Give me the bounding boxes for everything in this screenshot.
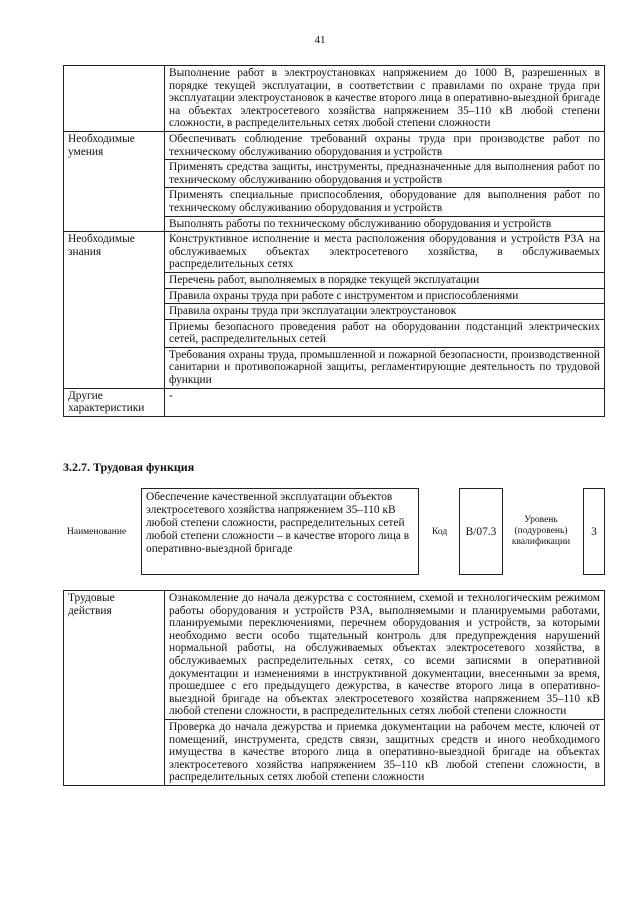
row-content: Применять средства защиты, инструменты, предназначенные для выполнения работ по техническому обслуживанию оборудования и устройств bbox=[165, 160, 605, 188]
section-heading: 3.2.7. Трудовая функция bbox=[63, 460, 195, 474]
row-label-knowledge: Необходимые знания bbox=[64, 232, 165, 389]
qualification-level-value: 3 bbox=[583, 488, 605, 575]
labor-actions-table bbox=[63, 590, 605, 786]
row-content: Выполнять работы по техническому обслуживанию оборудования и устройств bbox=[165, 216, 605, 232]
name-label: Наименование bbox=[67, 527, 127, 537]
page-number: 41 bbox=[314, 34, 326, 46]
code-label: Код bbox=[432, 527, 448, 537]
row-content: Ознакомление до начала дежурства с состоянием, схемой и технологическим режимом работы оборудования и устройств РЗА, выполняемыми и планируемыми работами, планируемыми переключениями, перечнем оборудования и устройств, за которыми необходимо вести особо тщательный контроль для предупреждения нарушений нормальной работы, на обслуживаемых объектах электросетевого хозяйства, в обслуживаемых распределительных сетях, со всеми записями в оперативной документации и изменениями в инструктивной документации, внесенными за время, прошедшее с его предыдущего дежурства, в качестве второго лица в оперативно-выездной бригаде на объектах электросетевого хозяйства напряжением 35–110 кВ любой степени сложности, в распределительных сетях любой степени сложности bbox=[165, 591, 605, 720]
row-label-skills: Необходимые умения bbox=[64, 131, 165, 231]
table-row bbox=[64, 388, 605, 416]
table-row bbox=[64, 131, 605, 159]
row-content: Проверка до начала дежурства и приемка документации на рабочем месте, ключей от помещений, инструмента, средств связи, защитных средств и иного необходимого имущества в качестве второго лица в оперативно-выездной бригаде на объектах электросетевого хозяйства напряжением 35–110 кВ любой степени сложности, в распределительных сетях любой степени сложности bbox=[165, 719, 605, 785]
qualification-level-label: Уровень (подуровень) квалификации bbox=[511, 515, 571, 547]
row-label bbox=[64, 66, 165, 132]
row-content: Применять специальные приспособления, оборудование для выполнения работ по техническому обслуживанию оборудования и устройств bbox=[165, 188, 605, 216]
table-row bbox=[64, 66, 605, 132]
row-content: - bbox=[165, 388, 605, 416]
row-label-other: Другие характеристики bbox=[64, 388, 165, 416]
competency-table bbox=[63, 65, 605, 417]
row-content: Выполнение работ в электроустановках напряжением до 1000 В, разрешенных в порядке текущей эксплуатации, в соответствии с правилами по охране труда при эксплуатации электроустановок в качестве второго лица в оперативно-выездной бригаде на объектах электросетевого хозяйства напряжением 35–110 кВ любой степени сложности, в распределительных сетях любой степени сложности bbox=[165, 66, 605, 132]
row-content: Правила охраны труда при эксплуатации электроустановок bbox=[165, 304, 605, 320]
row-content: Обеспечивать соблюдение требований охраны труда при производстве работ по техническому обслуживанию оборудования и устройств bbox=[165, 131, 605, 159]
row-content: Правила охраны труда при работе с инструментом и приспособлениями bbox=[165, 288, 605, 304]
row-content: Требования охраны труда, промышленной и пожарной безопасности, производственной санитарии и противопожарной защиты, регламентирующие деятельность по трудовой функции bbox=[165, 347, 605, 388]
row-content: Перечень работ, выполняемых в порядке текущей эксплуатации bbox=[165, 272, 605, 288]
code-value: B/07.3 bbox=[459, 488, 503, 575]
table-row bbox=[64, 232, 605, 273]
row-label-actions: Трудовые действия bbox=[64, 591, 165, 786]
row-content: Приемы безопасного проведения работ на оборудовании подстанций электрических сетей, распределительных сетей bbox=[165, 319, 605, 347]
row-content: Конструктивное исполнение и места расположения оборудования и устройств РЗА на обслуживаемых объектах электросетевого хозяйства, в обслуживаемых распределительных сетях bbox=[165, 232, 605, 273]
function-name-value: Обеспечение качественной эксплуатации объектов электросетевого хозяйства напряжением 35–110 кВ любой степени сложности, распределительных сетей любой степени сложности – в качестве второго лица в оперативно-выездной бригаде bbox=[141, 488, 419, 575]
table-row bbox=[64, 591, 605, 720]
